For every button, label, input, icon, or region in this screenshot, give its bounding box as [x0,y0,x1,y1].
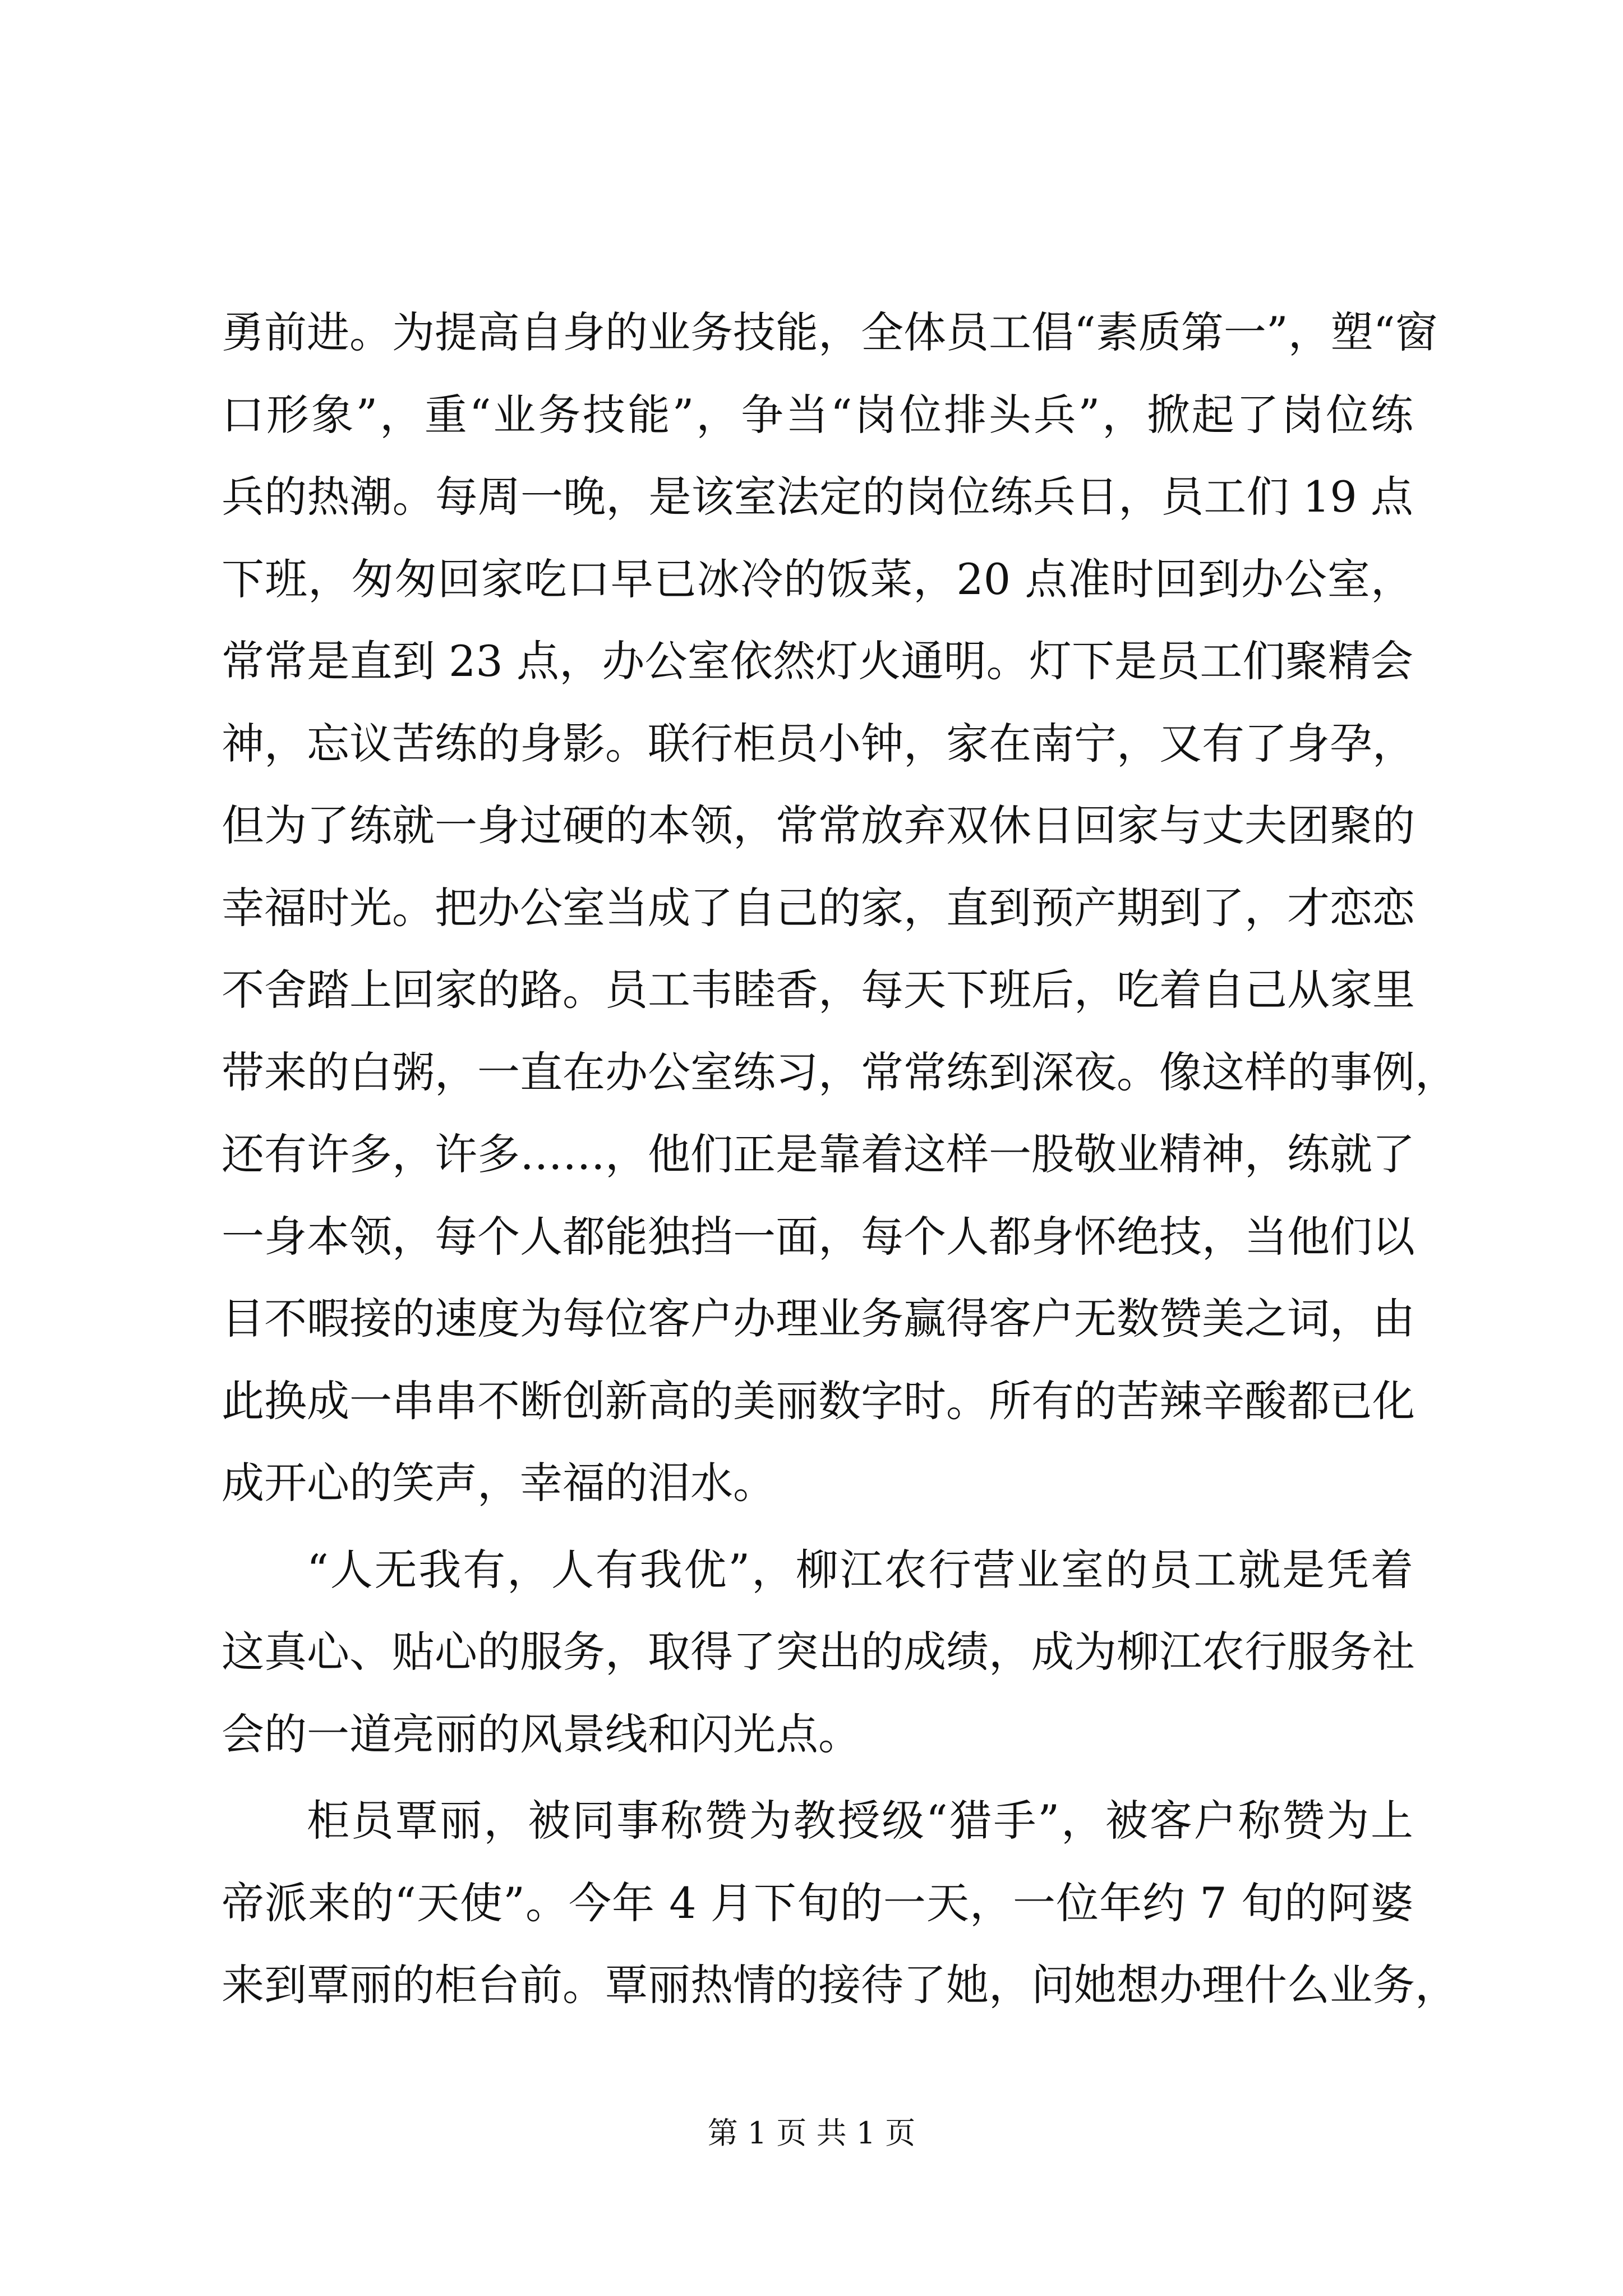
text-line: 来到覃丽的柜台前。覃丽热情的接待了她，问她想办理什么业务， [222,1960,1458,2010]
text-line: 一身本领，每个人都能独挡一面，每个人都身怀绝技，当他们以 [222,1211,1415,1262]
paragraph [222,1529,1413,1776]
paragraph [222,1780,1458,2027]
text-line: 柜员覃丽，被同事称赞为教授级“猎手”，被客户称赞为上 [307,1796,1413,1846]
page-footer: 第 1 页 共 1 页 [707,2115,916,2151]
text-line: 兵的热潮。每周一晚，是该室法定的岗位练兵日，员工们 19 点 [222,472,1413,522]
text-line: 但为了练就一身过硬的本领，常常放弃双休日回家与丈夫团聚的 [222,800,1415,850]
text-line: 口形象”，重“业务技能”，争当“岗位排头兵”，掀起了岗位练 [222,389,1413,440]
text-line: 常常是直到 23 点，办公室依然灯火通明。灯下是员工们聚精会 [222,636,1413,686]
text-line: 不舍踏上回家的路。员工韦睦香，每天下班后，吃着自己从家里 [222,965,1415,1015]
text-line: 成开心的笑声，幸福的泪水。 [222,1458,776,1508]
text-line: 目不暇接的速度为每位客户办理业务赢得客户无数赞美之词，由 [222,1294,1415,1343]
text-line: 这真心、贴心的服务，取得了突出的成绩，成为柳江农行服务社 [222,1627,1415,1677]
text-line: 此换成一串串不断创新高的美丽数字时。所有的苦辣辛酸都已化 [222,1375,1415,1426]
text-line: 带来的白粥，一直在办公室练习，常常练到深夜。像这样的事例， [222,1047,1458,1097]
text-line: “人无我有，人有我优”，柳江农行营业室的员工就是凭着 [307,1544,1413,1595]
text-line: 勇前进。为提高自身的业务技能，全体员工倡“素质第一”，塑“窗 [222,307,1438,357]
text-line: 会的一道亮丽的风景线和闪光点。 [222,1709,861,1759]
text-line: 帝派来的“天使”。今年 4 月下旬的一天，一位年约 7 旬的阿婆 [222,1878,1413,1928]
paragraph [222,292,1458,1525]
text-line: 还有许多，许多……，他们正是靠着这样一股敬业精神，练就了 [222,1129,1415,1179]
document-body [222,292,1458,2027]
text-line: 神，忘议苦练的身影。联行柜员小钟，家在南宁，又有了身孕， [222,718,1415,769]
text-line: 幸福时光。把办公室当成了自己的家，直到预产期到了，才恋恋 [222,882,1415,933]
text-line: 下班，匆匆回家吃口早已冰冷的饭菜，20 点准时回到办公室， [222,554,1413,604]
